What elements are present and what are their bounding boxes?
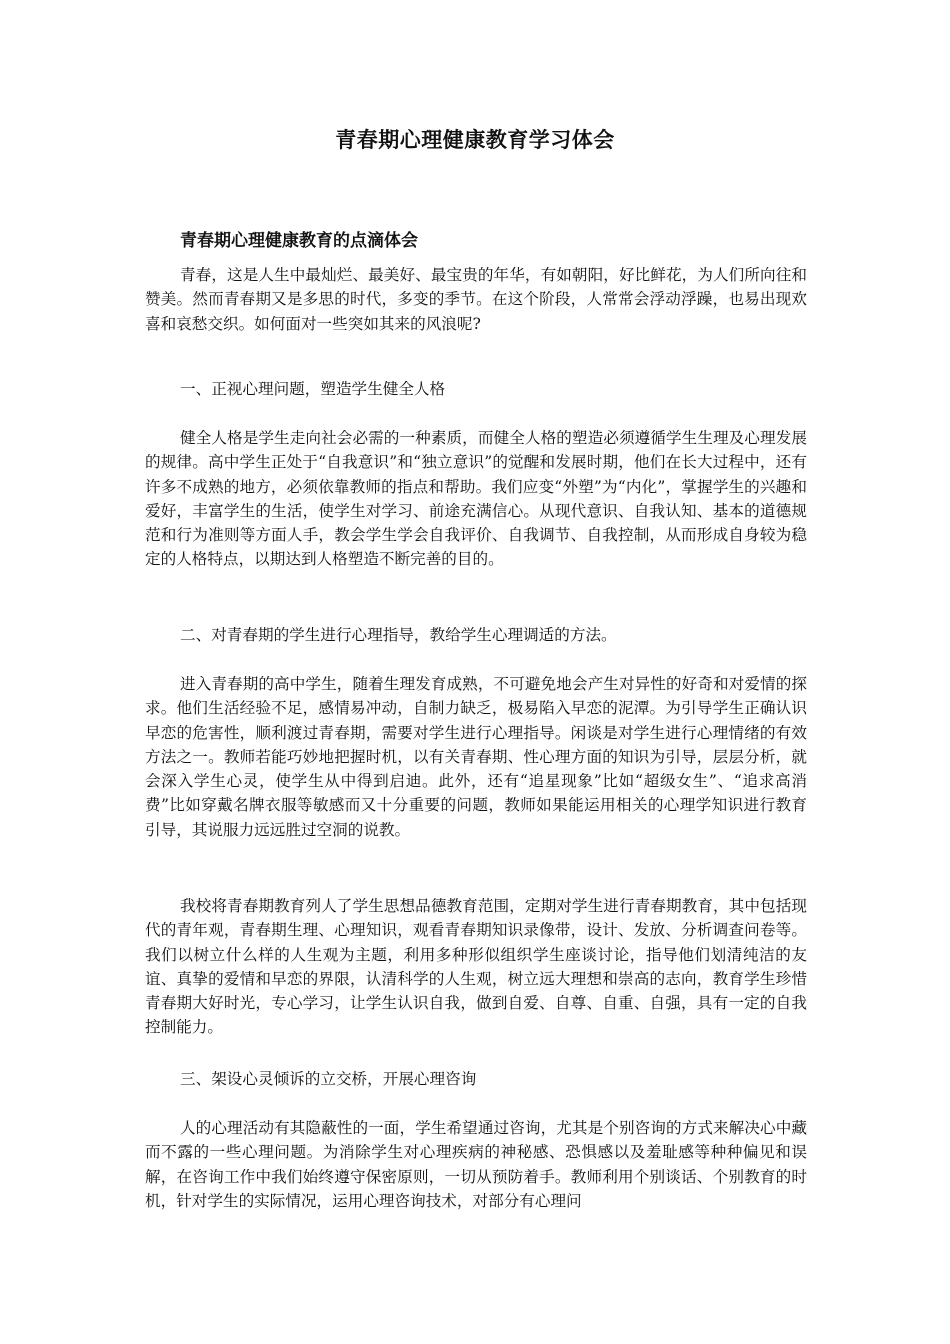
section-2-paragraph-2: 我校将青春期教育列人了学生思想品德教育范围，定期对学生进行青春期教育，其中包括现代的青年观，青春期生理、心理知识，观看青春期知识录像带，设计、发放、分析调查问卷等。我们以树立什么样的人生观为主题，利用多种形似组织学生座谈讨论，指导他们划清纯洁的友谊、真挚的爱情和早恋的界限，认清科学的人生观，树立远大理想和崇高的志向，教育学生珍惜青春期大好时光，专心学习，让学生认识自我，做到自爱、自尊、自重、自强，具有一定的自我控制能力。 [145,897,807,1037]
section-2-paragraph-1: 进入青春期的高中学生，随着生理发育成熟，不可避免地会产生对异性的好奇和对爱情的探求。他们生活经验不足，感情易冲动，自制力缺乏，极易陷入早恋的泥潭。为引导学生正确认识早恋的危害性，顺利渡过青春期，需要对学生进行心理指导。闲谈是对学生进行心理情绪的有效方法之一。教师若能巧妙地把握时机，以有关青春期、性心理方面的知识为引导，层层分析，就会深入学生心灵，使学生从中得到启迪。此外，还有“追星现象”比如“超级女生”、“追求高消费”比如穿戴名牌衣服等敏感而又十分重要的问题，教师如果能运用相关的心理学知识进行教育引导，其说服力远远胜过空洞的说教。 [145,675,807,839]
section-heading-1: 一、正视心理问题，塑造学生健全人格 [180,380,446,398]
section-3-paragraph-1: 人的心理活动有其隐蔽性的一面，学生希望通过咨询，尤其是个别咨询的方式来解决心中藏而不露的一些心理问题。为消除学生对心理疾病的神秘感、恐惧感以及羞耻感等种种偏见和误解，在咨询工作中我们始终遵守保密原则，一切从预防着手。教师利用个别谈话、个别教育的时机，针对学生的实际情况，运用心理咨询技术，对部分有心理问 [145,1119,807,1210]
intro-paragraph: 青春，这是人生中最灿烂、最美好、最宝贵的年华，有如朝阳，好比鲜花，为人们所向往和赞美。然而青春期又是多思的时代，多变的季节。在这个阶段，人常常会浮动浮躁，也易出现欢喜和哀愁交织。如何面对一些突如其来的风浪呢? [145,266,807,333]
document-title: 青春期心理健康教育学习体会 [335,127,615,152]
section-heading-2: 二、对青春期的学生进行心理指导，教给学生心理调适的方法。 [180,626,617,644]
section-heading-3: 三、架设心灵倾诉的立交桥，开展心理咨询 [180,1070,477,1088]
document-subtitle: 青春期心理健康教育的点滴体会 [180,231,418,251]
section-1-paragraph-1: 健全人格是学生走向社会必需的一种素质，而健全人格的塑造必须遵循学生生理及心理发展的规律。高中学生正处于“自我意识”和“独立意识”的觉醒和发展时期，他们在长大过程中，还有许多不成熟的地方，必须依靠教师的指点和帮助。我们应变“外塑”为“内化”，掌握学生的兴趣和爱好，丰富学生的生活，使学生对学习、前途充满信心。从现代意识、自我认知、基本的道德规范和行为准则等方面人手，教会学生学会自我评价、自我调节、自我控制，从而形成自身较为稳定的人格特点，以期达到人格塑造不断完善的目的。 [145,429,807,569]
